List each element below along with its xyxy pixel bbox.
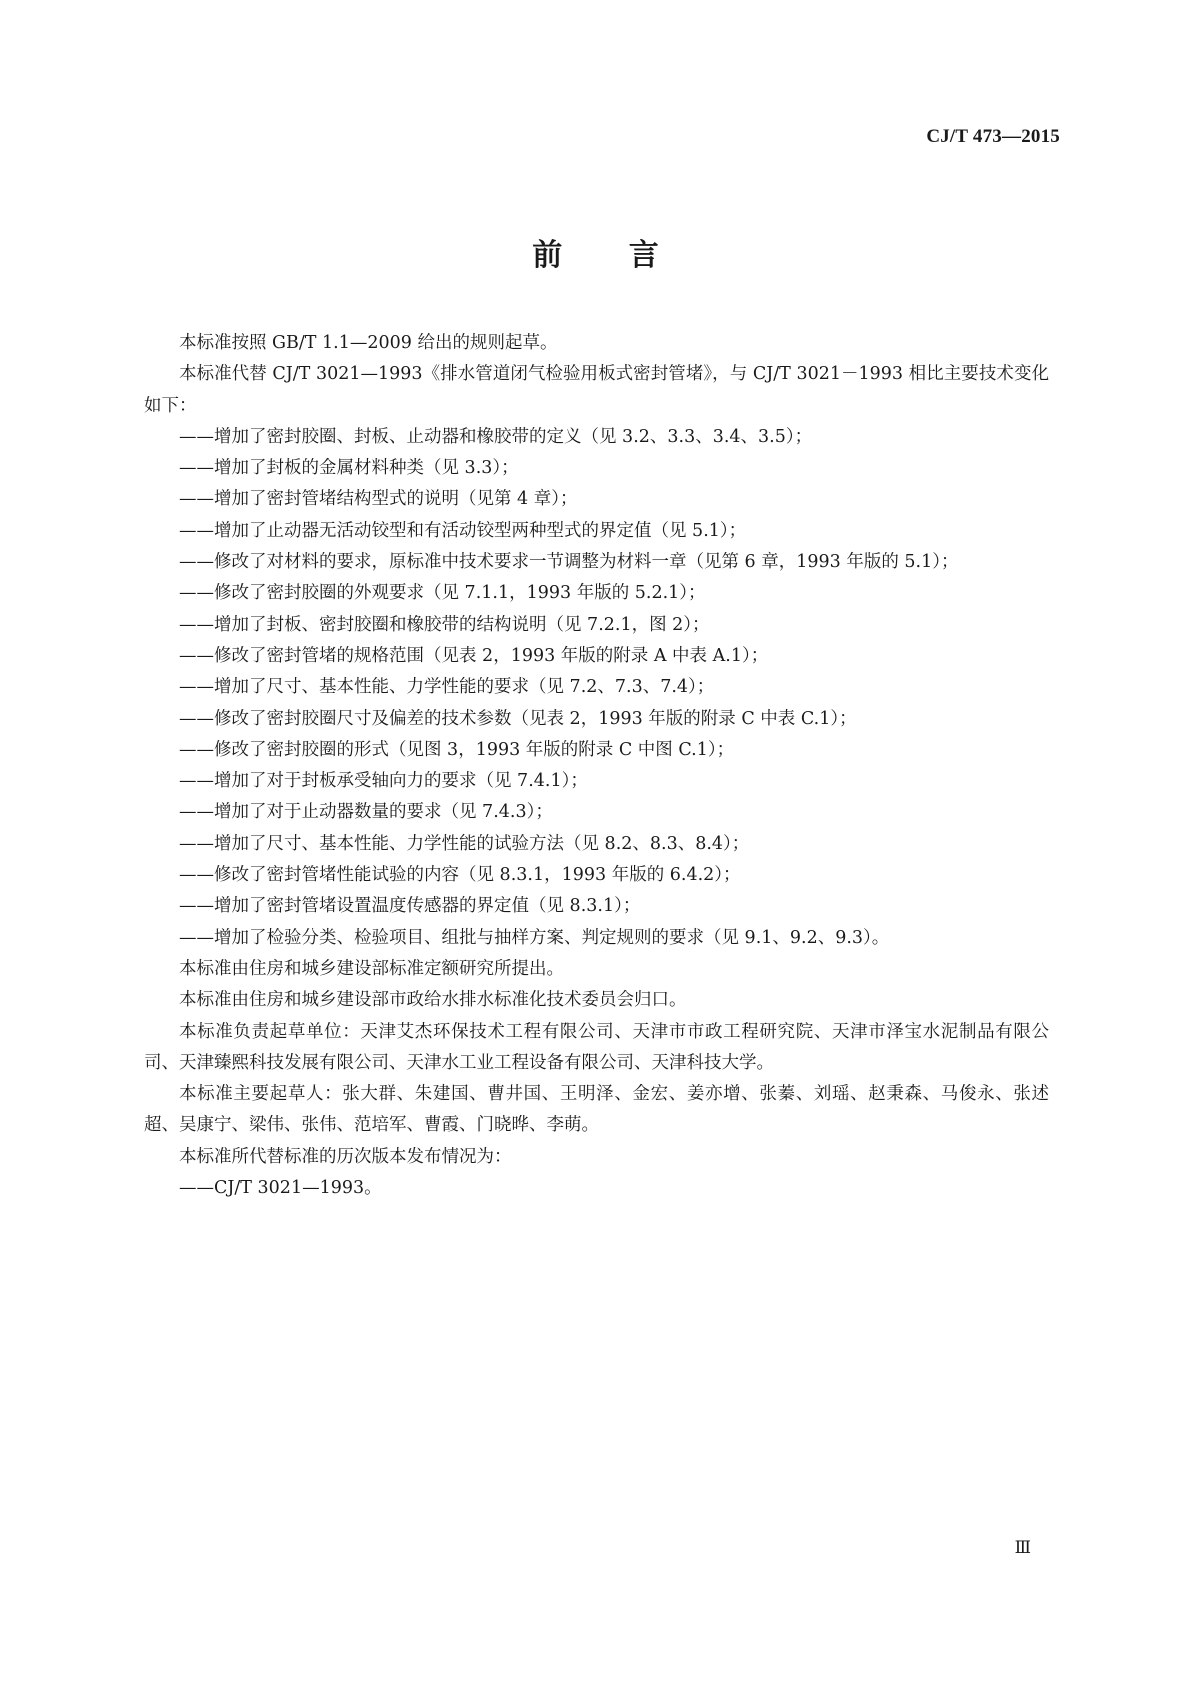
page-number: Ⅲ [1014,1538,1031,1557]
changes-list [144,422,1049,954]
change-item: ——增加了尺寸、基本性能、力学性能的试验方法（见 8.2、8.3、8.4）； [179,833,750,854]
change-item: ——增加了止动器无活动铰型和有活动铰型两种型式的界定值（见 5.1）； [179,520,747,541]
change-item: ——增加了密封管堵结构型式的说明（见第 4 章）； [179,489,578,510]
paragraph-drafting-rules: 本标准按照 GB/T 1.1—2009 给出的规则起草。 [179,333,558,353]
page-title: 前 言 [532,238,687,273]
paragraph-proposed-by: 本标准由住房和城乡建设部标准定额研究所提出。 [179,958,564,979]
change-item: ——修改了密封胶圈的外观要求（见 7.1.1，1993 年版的 5.2.1）； [179,583,706,604]
paragraph-replaces: 本标准代替 CJ/T 3021—1993《排水管道闭气检验用板式密封管堵》，与 CJ/T 3021－1993 相比主要技术变化如下： [144,364,1049,416]
change-item: ——修改了对材料的要求，原标准中技术要求一节调整为材料一章（见第 6 章，1993 年版的 5.1）； [179,552,959,573]
change-item: ——增加了对于止动器数量的要求（见 7.4.3）； [179,802,553,823]
change-item: ——修改了密封胶圈的形式（见图 3，1993 年版的附录 C 中图 C.1）； [179,739,735,760]
change-item: ——修改了密封胶圈尺寸及偏差的技术参数（见表 2，1993 年版的附录 C 中表 C.1）； [179,708,857,729]
paragraph-history-intro: 本标准所代替标准的历次版本发布情况为： [179,1146,512,1167]
change-item: ——增加了密封胶圈、封板、止动器和橡胶带的定义（见 3.2、3.3、3.4、3.5）； [179,426,813,447]
change-item: ——增加了封板、密封胶圈和橡胶带的结构说明（见 7.2.1，图 2）； [179,614,710,635]
paragraph-drafters: 本标准主要起草人：张大群、朱建国、曹井国、王明泽、金宏、姜亦增、张蓁、刘瑶、赵秉森、马俊永、张述超、吴康宁、梁伟、张伟、范培军、曹霞、门晓晔、李萌。 [144,1084,1049,1136]
change-item: ——增加了检验分类、检验项目、组批与抽样方案、判定规则的要求（见 9.1、9.2、9.3）。 [179,927,890,948]
change-item: ——增加了密封管堵设置温度传感器的界定值（见 8.3.1）； [179,896,641,917]
standard-code: CJ/T 473—2015 [926,126,1060,147]
change-item: ——增加了封板的金属材料种类（见 3.3）； [179,458,519,479]
paragraph-centralized-by: 本标准由住房和城乡建设部市政给水排水标准化技术委员会归口。 [179,990,687,1011]
change-item: ——增加了对于封板承受轴向力的要求（见 7.4.1）； [179,771,588,792]
change-item: ——修改了密封管堵的规格范围（见表 2，1993 年版的附录 A 中表 A.1）； [179,645,769,666]
history-item: ——CJ/T 3021—1993。 [179,1178,382,1199]
paragraph-drafting-units: 本标准负责起草单位：天津艾杰环保技术工程有限公司、天津市市政工程研究院、天津市泽宝水泥制品有限公司、天津臻熙科技发展有限公司、天津水工业工程设备有限公司、天津科技大学。 [144,1021,1049,1073]
change-item: ——增加了尺寸、基本性能、力学性能的要求（见 7.2、7.3、7.4）； [179,677,715,698]
document-body [144,328,1049,1204]
change-item: ——修改了密封管堵性能试验的内容（见 8.3.1，1993 年版的 6.4.2）； [179,865,741,886]
